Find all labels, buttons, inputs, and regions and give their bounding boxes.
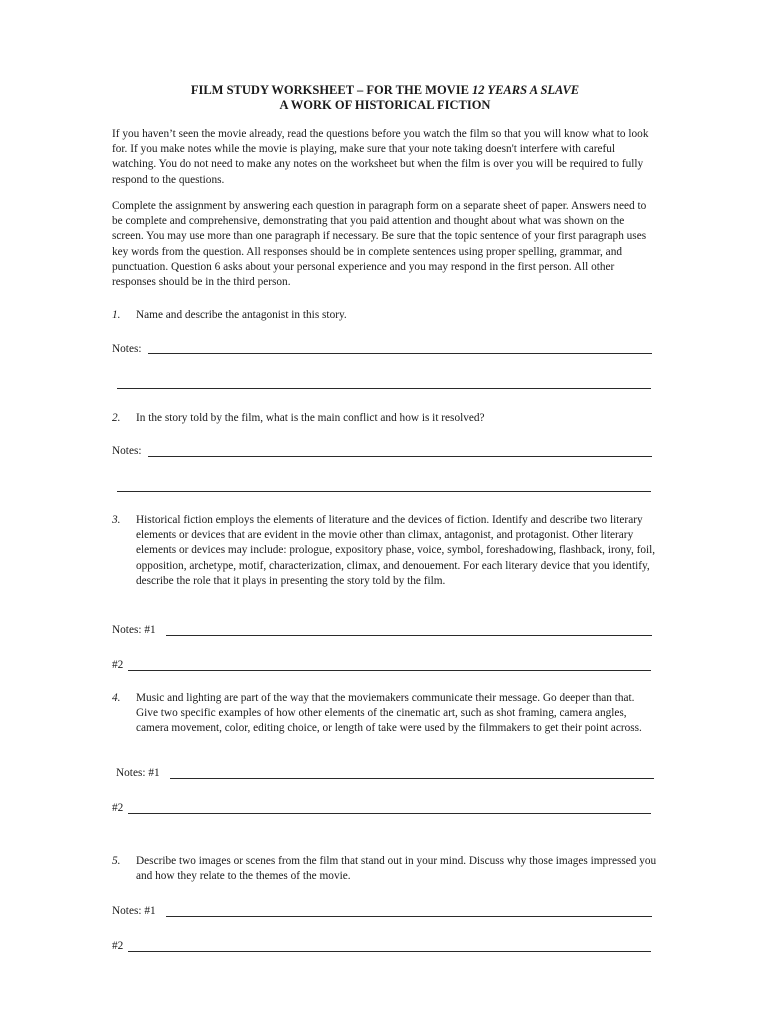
question-number: 2.: [112, 412, 121, 424]
notes-line-1[interactable]: [170, 778, 654, 779]
question-5: [112, 854, 657, 884]
title-prefix: FILM STUDY WORKSHEET – FOR THE MOVIE: [190, 83, 473, 97]
notes-label: Notes: #1: [112, 905, 156, 917]
notes-label-2: #2: [112, 940, 124, 952]
question-number: 3.: [112, 514, 121, 526]
question-number: 5.: [112, 855, 121, 867]
notes-line-2[interactable]: [117, 388, 651, 389]
notes-line-1[interactable]: [166, 916, 652, 917]
notes-line-1[interactable]: [148, 456, 652, 457]
notes-line-1[interactable]: [166, 635, 652, 636]
question-text: Name and describe the antagonist in this story.: [136, 309, 347, 321]
intro-paragraph-2: Complete the assignment by answering each question in paragraph form on a separate sheet of paper. Answers need to be complete and comprehensive, demonstrating that you paid attention and thought about what was shown on the screen. You may use more than one paragraph if necessary. Be sure that the topic sentence of your first paragraph uses key words from the question. All responses should be in complete sentences using proper spelling, grammar, and punctuation. Question 6 asks about your personal experience and you may respond in the first person. All other responses should be in the third person.: [112, 200, 647, 289]
notes-line-2[interactable]: [128, 813, 651, 814]
notes-label-2: #2: [112, 659, 124, 671]
question-4: [112, 691, 657, 737]
notes-label: Notes:: [112, 343, 142, 355]
question-number: 1.: [112, 309, 121, 321]
worksheet-subtitle: A WORK OF HISTORICAL FICTION: [279, 98, 491, 112]
question-text: Music and lighting are part of the way that the moviemakers communicate their message. Go deeper than that. Give two specific examples of how other elements of the cinematic art, such as shot framing, camera angles, camera movement, color, editing choice, or length of take were used by the filmmakers to get their point across.: [136, 692, 642, 735]
worksheet-title: [110, 83, 660, 98]
question-3: [112, 513, 657, 589]
notes-line-2[interactable]: [128, 951, 651, 952]
question-text: Historical fiction employs the elements of literature and the devices of fiction. Identify and describe two literary elements or devices that are evident in the movie other than climax, antagonist, and protagonist. Other literary elements or devices may include: prologue, expository phase, voice, symbol, foreshadowing, flashback, irony, foil, opposition, archetype, motif, characterization, climax, and denouement. For each literary device that you identify, describe the role that it plays in presenting the story told by the film.: [136, 514, 656, 587]
notes-line-2[interactable]: [128, 670, 651, 671]
question-2: [112, 411, 657, 426]
question-number: 4.: [112, 692, 121, 704]
notes-label: Notes: #1: [112, 624, 156, 636]
notes-label: Notes: #1: [116, 767, 160, 779]
question-text: Describe two images or scenes from the film that stand out in your mind. Discuss why those images impressed you and how they relate to the themes of the movie.: [136, 855, 657, 883]
movie-title: 12 YEARS A SLAVE: [472, 83, 580, 97]
notes-label: Notes:: [112, 445, 142, 457]
question-text: In the story told by the film, what is the main conflict and how is it resolved?: [136, 412, 485, 424]
notes-label-2: #2: [112, 802, 124, 814]
notes-line-2[interactable]: [117, 491, 651, 492]
question-1: [112, 308, 657, 323]
intro-paragraph-1: If you haven’t seen the movie already, read the questions before you watch the film so that you will know what to look for. If you make notes while the movie is playing, make sure that your note taking doesn't interfere with careful watching. You do not need to make any notes on the worksheet but when the film is over you will be required to fully respond to the questions.: [112, 128, 649, 186]
notes-line-1[interactable]: [148, 353, 652, 354]
